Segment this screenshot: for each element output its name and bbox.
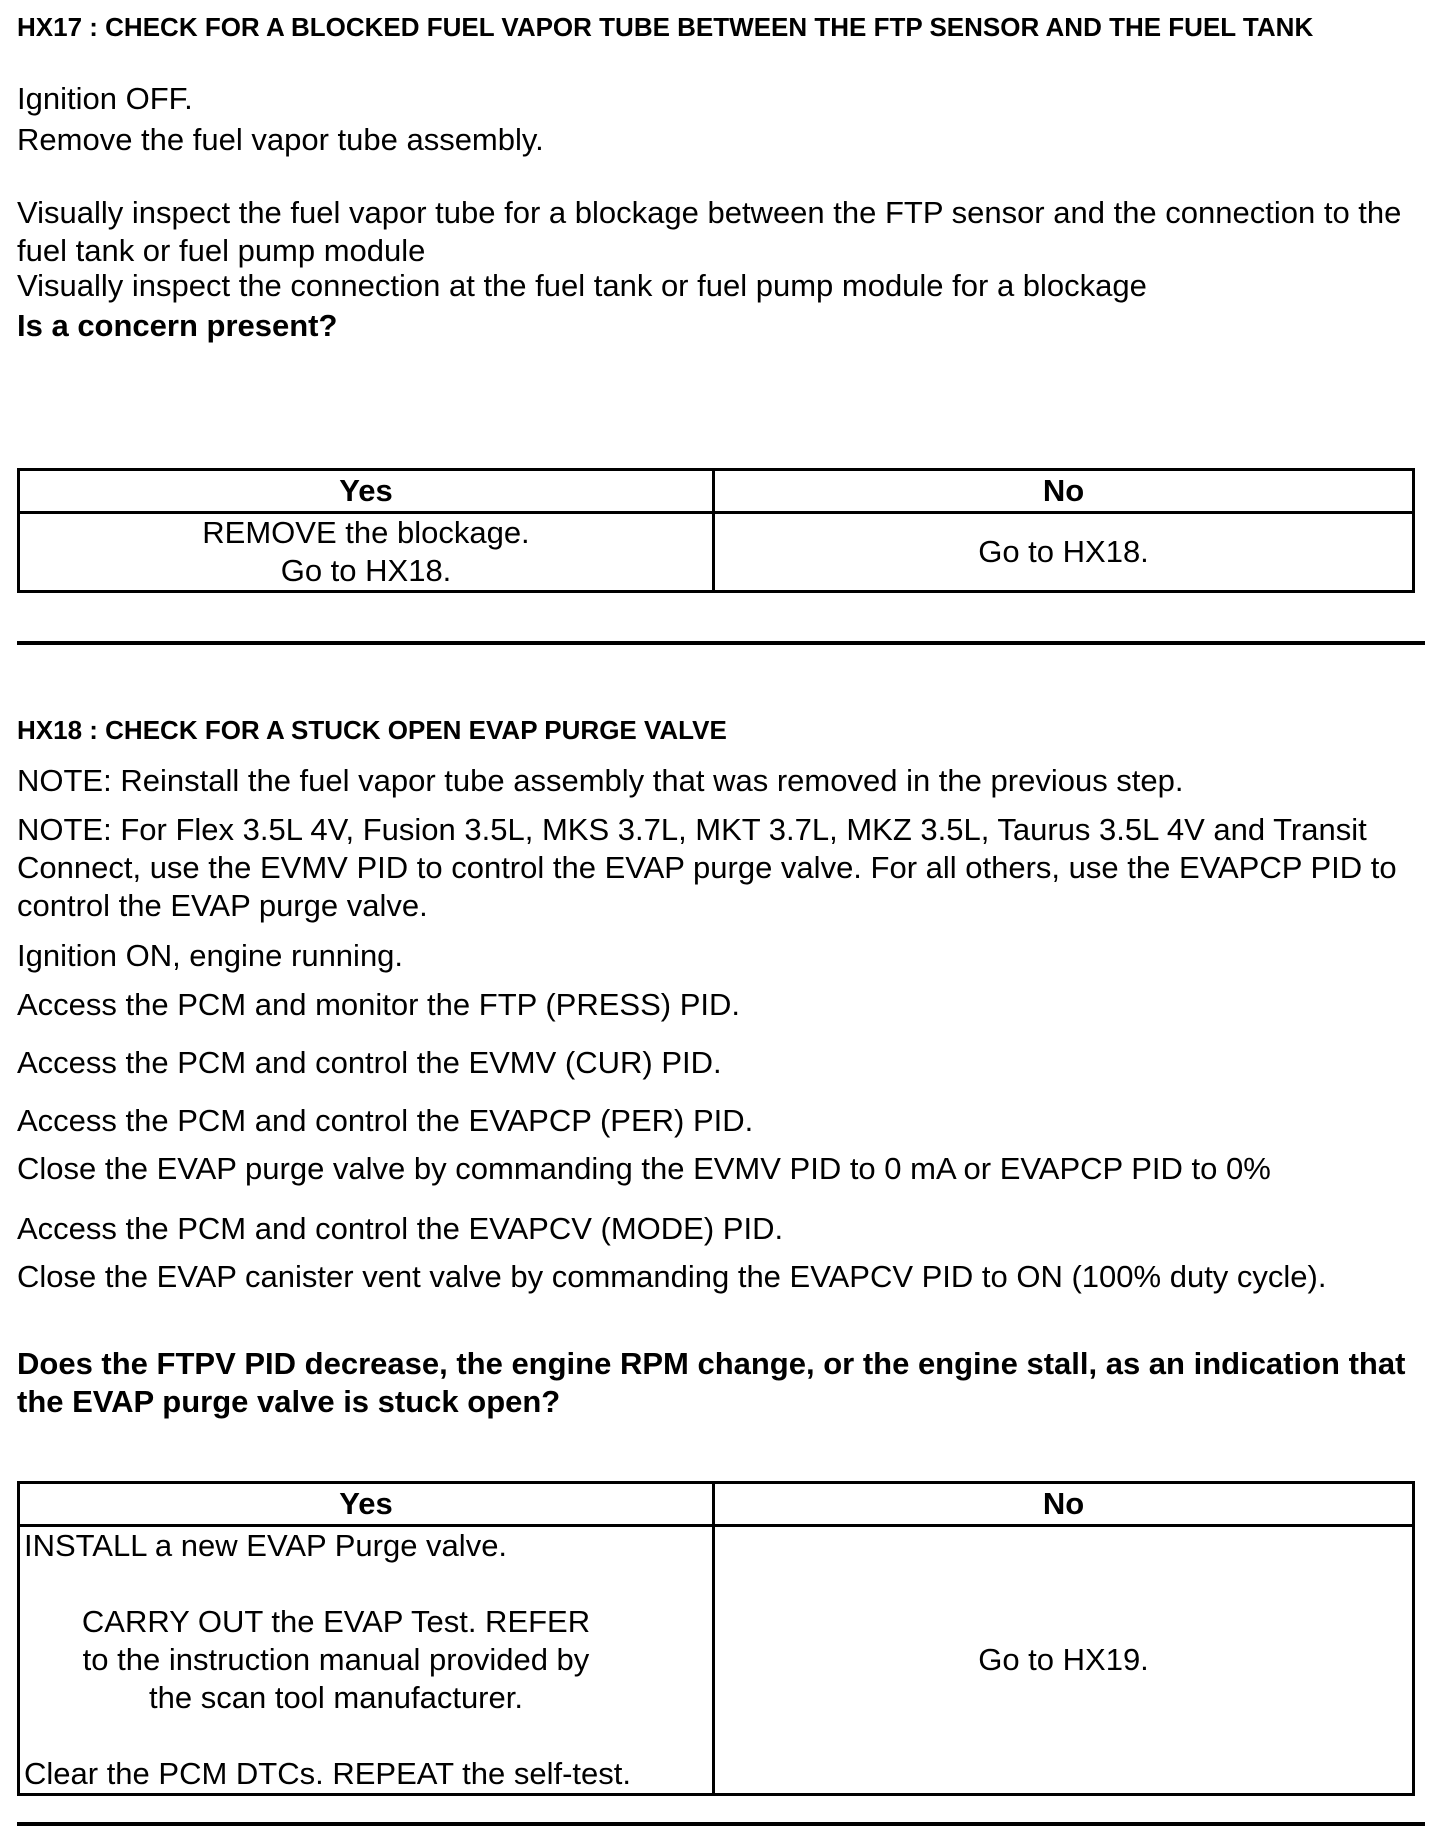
hx17-step-2: Remove the fuel vapor tube assembly.: [17, 122, 544, 157]
hx18-step-7: Close the EVAP purge valve by commanding the EVMV PID to 0 mA or EVAPCP PID to 0%: [17, 1151, 1271, 1186]
hx17-heading: HX17 : CHECK FOR A BLOCKED FUEL VAPOR TUBE BETWEEN THE FTP SENSOR AND THE FUEL TANK: [17, 12, 1314, 42]
hx17-yes-header: Yes: [19, 470, 714, 513]
hx17-step-1: Ignition OFF.: [17, 81, 193, 116]
bottom-divider: [17, 1822, 1425, 1826]
hx17-step-3: Visually inspect the fuel vapor tube for a blockage between the FTP sensor and the connection to the fuel tank or fuel pump module: [17, 195, 1402, 268]
hx18-yes-center-line-1: CARRY OUT the EVAP Test. REFER: [81, 1604, 591, 1639]
hx18-heading: HX18 : CHECK FOR A STUCK OPEN EVAP PURGE VALVE: [17, 715, 727, 745]
hx18-step-6: Access the PCM and control the EVAPCP (PER) PID.: [17, 1103, 754, 1138]
hx17-result-table: [17, 468, 1415, 593]
hx18-step-1: NOTE: Reinstall the fuel vapor tube assembly that was removed in the previous step.: [17, 763, 1184, 798]
hx18-step-4: Access the PCM and monitor the FTP (PRESS) PID.: [17, 987, 741, 1022]
hx18-yes-line-1: INSTALL a new EVAP Purge valve.: [24, 1528, 508, 1563]
hx18-step-8: Access the PCM and control the EVAPCV (MODE) PID.: [17, 1211, 784, 1246]
hx18-result-table: [17, 1481, 1415, 1796]
hx17-question: Is a concern present?: [17, 308, 338, 343]
hx17-no-header: No: [714, 470, 1414, 513]
hx18-yes-center-line-3: the scan tool manufacturer.: [149, 1680, 523, 1715]
hx17-step-4: Visually inspect the connection at the fuel tank or fuel pump module for a blockage: [17, 268, 1147, 303]
hx18-no-header: No: [714, 1483, 1414, 1526]
hx18-no-cell: Go to HX19.: [714, 1526, 1414, 1795]
hx18-yes-line-last: Clear the PCM DTCs. REPEAT the self-test.: [24, 1756, 631, 1791]
hx18-question: Does the FTPV PID decrease, the engine RPM change, or the engine stall, as an indication that the EVAP purge valve is stuck open?: [17, 1346, 1406, 1419]
hx17-no-cell: Go to HX18.: [714, 513, 1414, 592]
hx18-step-5: Access the PCM and control the EVMV (CUR) PID.: [17, 1045, 722, 1080]
section-divider: [17, 641, 1425, 645]
hx17-yes-line-2: Go to HX18.: [280, 553, 452, 588]
hx18-yes-header: Yes: [19, 1483, 714, 1526]
hx18-yes-center-line-2: to the instruction manual provided by: [82, 1642, 590, 1677]
hx18-step-2: NOTE: For Flex 3.5L 4V, Fusion 3.5L, MKS 3.7L, MKT 3.7L, MKZ 3.5L, Taurus 3.5L 4V and Transit Connect, use the EVMV PID to control the EVAP purge valve. For all others, use the EVAPCP PID to control the EVAP purge valve.: [17, 812, 1397, 923]
hx18-step-9: Close the EVAP canister vent valve by commanding the EVAPCV PID to ON (100% duty cycle).: [17, 1259, 1327, 1294]
hx18-step-3: Ignition ON, engine running.: [17, 938, 404, 973]
hx18-yes-cell: [19, 1526, 714, 1795]
hx17-yes-cell: [19, 513, 714, 592]
hx17-yes-line-1: REMOVE the blockage.: [202, 515, 530, 550]
